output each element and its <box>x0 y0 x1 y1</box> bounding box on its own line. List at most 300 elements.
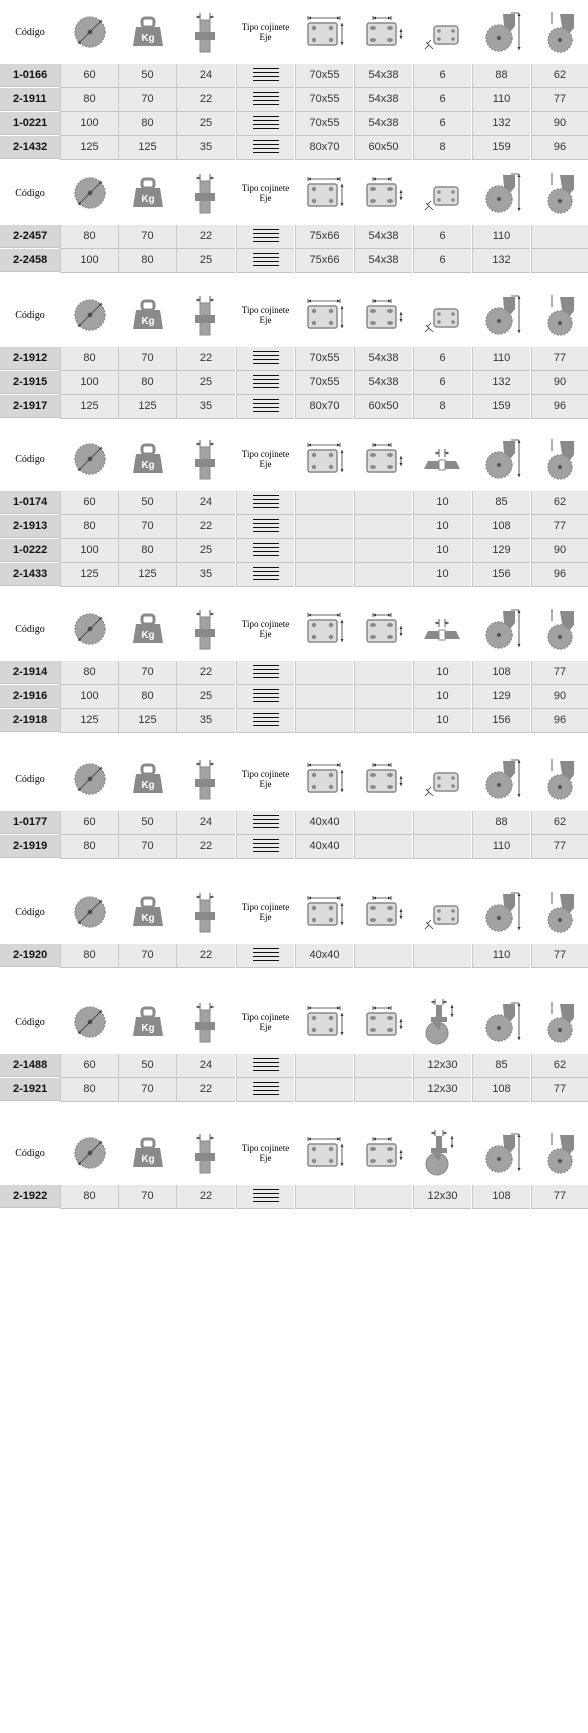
column-divider <box>176 811 177 835</box>
spec-value-text: 35 <box>199 141 213 153</box>
column-divider <box>531 88 532 112</box>
column-divider <box>236 1185 237 1209</box>
product-code <box>0 1054 60 1077</box>
column-divider <box>236 1054 237 1078</box>
plate-size-header <box>296 747 353 811</box>
spec-value-text: 156 <box>492 568 511 580</box>
product-code-text: 2-1488 <box>13 1059 48 1071</box>
spec-value <box>532 944 588 968</box>
spec-value <box>532 515 588 539</box>
product-code <box>0 64 60 87</box>
spec-value-text: 85 <box>495 1059 508 1071</box>
product-code <box>0 249 60 272</box>
overall-height-header <box>473 0 530 64</box>
column-divider <box>236 88 237 112</box>
product-code-text: 2-1433 <box>13 568 48 580</box>
table-row <box>0 515 588 539</box>
spec-value <box>414 709 471 733</box>
column-divider <box>531 249 532 273</box>
spec-value-text: 77 <box>553 1083 567 1095</box>
spec-value-text: 54x38 <box>368 117 399 129</box>
spec-value <box>177 249 235 273</box>
plate-size-header <box>296 427 353 491</box>
spec-value <box>473 835 530 859</box>
wheel-diameter-icon <box>70 12 110 52</box>
spec-value <box>355 539 412 563</box>
bolt-hole-spacing-icon <box>364 297 404 333</box>
spec-value-text: 62 <box>553 69 567 81</box>
wheel-width-icon <box>186 437 226 481</box>
column-divider <box>118 249 119 273</box>
spec-value <box>355 944 412 968</box>
plate-size-icon <box>305 297 345 333</box>
table-row <box>0 88 588 112</box>
spec-value <box>532 811 588 835</box>
bearing-type-header: Tipo cojinete Eje <box>241 449 290 469</box>
spec-value <box>61 88 118 112</box>
spec-value-text: 6 <box>439 93 446 105</box>
spec-value <box>296 685 353 709</box>
spec-value <box>473 112 530 136</box>
spec-value <box>177 347 235 371</box>
product-code <box>0 811 60 834</box>
spec-value-text: 54x38 <box>368 352 399 364</box>
column-divider <box>118 515 119 539</box>
spec-value <box>532 1185 588 1209</box>
bearing-type-cell <box>237 944 294 968</box>
roller-bearing-icon <box>253 689 279 701</box>
spec-value <box>355 1078 412 1102</box>
spec-value-text: 35 <box>199 568 213 580</box>
bolt-spacing-header <box>355 161 412 225</box>
spec-value-text: 159 <box>492 141 511 153</box>
spec-value <box>296 371 353 395</box>
product-code-text: 2-1916 <box>13 690 48 702</box>
codigo-header-cell <box>0 0 60 64</box>
spec-value <box>473 491 530 515</box>
spec-value <box>355 1054 412 1078</box>
svg-text:Kg: Kg <box>140 460 155 471</box>
spec-value <box>119 347 176 371</box>
spec-value <box>177 88 235 112</box>
bearing-type-header: Tipo cojinete Eje <box>241 769 290 789</box>
column-divider <box>354 1054 355 1078</box>
column-divider <box>472 112 473 136</box>
spec-value <box>296 661 353 685</box>
spec-value <box>61 347 118 371</box>
column-divider <box>60 225 61 249</box>
column-divider <box>60 491 61 515</box>
column-divider <box>236 709 237 733</box>
load-kg-icon <box>130 295 166 335</box>
spec-value <box>296 136 353 160</box>
spec-value <box>532 225 588 249</box>
column-divider <box>295 685 296 709</box>
column-divider <box>413 225 414 249</box>
spec-value <box>355 347 412 371</box>
spec-table <box>0 747 588 859</box>
wheel-diameter-icon <box>70 295 110 335</box>
product-code-text: 2-1919 <box>13 840 48 852</box>
product-code <box>0 491 60 514</box>
plate-size-icon <box>305 441 345 477</box>
spec-table <box>0 283 588 419</box>
spec-value-text: 12x30 <box>427 1083 458 1095</box>
column-divider <box>118 225 119 249</box>
bearing-type-cell <box>237 563 294 587</box>
spec-value <box>355 136 412 160</box>
spec-value <box>532 1054 588 1078</box>
wheel-width-header <box>177 597 235 661</box>
column-divider <box>413 515 414 539</box>
column-divider <box>60 395 61 419</box>
spec-value-text: 110 <box>492 230 511 242</box>
codigo-header-cell <box>0 427 60 491</box>
column-divider <box>60 685 61 709</box>
spec-value-text: 50 <box>141 69 154 81</box>
svg-text:Kg: Kg <box>140 1154 155 1165</box>
spec-value-text: 70 <box>141 230 154 242</box>
column-divider <box>176 395 177 419</box>
bearing-type-cell <box>237 491 294 515</box>
product-code-text: 2-1915 <box>13 376 48 388</box>
column-divider <box>354 563 355 587</box>
load-capacity-header <box>119 0 176 64</box>
spec-value <box>355 835 412 859</box>
load-kg-icon <box>130 12 166 52</box>
plate-size-icon <box>305 611 345 647</box>
spec-value <box>414 112 471 136</box>
column-divider <box>60 563 61 587</box>
spec-value <box>119 64 176 88</box>
column-divider <box>531 136 532 160</box>
spec-value <box>355 249 412 273</box>
offset-header <box>532 0 588 64</box>
load-capacity-header <box>119 597 176 661</box>
overall-height-header <box>473 597 530 661</box>
roller-bearing-icon <box>253 543 279 555</box>
column-divider <box>118 835 119 859</box>
table-row <box>0 1054 588 1078</box>
spec-value <box>177 136 235 160</box>
spec-value <box>61 136 118 160</box>
load-capacity-header <box>119 427 176 491</box>
table-row <box>0 1078 588 1102</box>
column-divider <box>60 1185 61 1209</box>
spec-value <box>296 835 353 859</box>
spec-value <box>177 563 235 587</box>
spec-value <box>119 371 176 395</box>
column-divider <box>60 88 61 112</box>
load-kg-icon <box>130 759 166 799</box>
svg-text:Kg: Kg <box>140 316 155 327</box>
column-divider <box>531 539 532 563</box>
svg-text:Kg: Kg <box>140 780 155 791</box>
column-divider <box>60 371 61 395</box>
column-divider <box>176 661 177 685</box>
spec-value <box>414 1054 471 1078</box>
table-row <box>0 136 588 160</box>
plate-size-header <box>296 1121 353 1185</box>
offset-header <box>532 880 588 944</box>
spec-value-text: 70 <box>141 840 154 852</box>
mount-plate-hole-icon <box>423 12 463 52</box>
column-divider <box>176 1054 177 1078</box>
column-divider <box>531 64 532 88</box>
table-header <box>0 427 588 491</box>
roller-bearing-icon <box>253 948 279 960</box>
column-divider <box>236 112 237 136</box>
column-divider <box>118 563 119 587</box>
spec-value <box>532 371 588 395</box>
wheel-diameter-header <box>61 880 118 944</box>
column-divider <box>60 112 61 136</box>
spec-value <box>532 709 588 733</box>
bearing-type-cell <box>237 88 294 112</box>
column-divider <box>531 515 532 539</box>
spec-value-text: 54x38 <box>368 69 399 81</box>
spec-value <box>414 1185 471 1209</box>
column-divider <box>354 249 355 273</box>
spec-value-text: 100 <box>80 544 99 556</box>
spec-value-text: 90 <box>553 544 567 556</box>
spec-value-text: 24 <box>199 496 213 508</box>
roller-bearing-icon <box>253 351 279 363</box>
column-divider <box>236 347 237 371</box>
column-divider <box>472 539 473 563</box>
column-divider <box>472 64 473 88</box>
column-divider <box>472 1078 473 1102</box>
column-divider <box>413 491 414 515</box>
bearing-type-header-cell <box>237 427 294 491</box>
spec-value <box>119 112 176 136</box>
column-divider <box>118 944 119 968</box>
spec-value-text: 96 <box>553 141 567 153</box>
column-divider <box>60 515 61 539</box>
bearing-type-cell <box>237 539 294 563</box>
wheel-diameter-header <box>61 1121 118 1185</box>
spec-value-text: 132 <box>492 254 511 266</box>
column-divider <box>531 1078 532 1102</box>
bearing-type-cell <box>237 136 294 160</box>
table-row <box>0 395 588 419</box>
offset-header <box>532 161 588 225</box>
column-divider <box>295 1054 296 1078</box>
wheel-diameter-icon <box>70 1002 110 1042</box>
table-header <box>0 747 588 811</box>
spec-value <box>296 88 353 112</box>
spec-value <box>473 539 530 563</box>
column-divider <box>118 539 119 563</box>
load-kg-icon <box>130 173 166 213</box>
spec-value <box>119 515 176 539</box>
bearing-type-cell <box>237 685 294 709</box>
spec-value <box>296 249 353 273</box>
spec-value-text: 6 <box>439 254 446 266</box>
spec-value <box>532 64 588 88</box>
spec-value-text: 96 <box>553 400 567 412</box>
column-divider <box>472 249 473 273</box>
spec-value <box>61 1185 118 1209</box>
column-divider <box>472 563 473 587</box>
column-divider <box>60 1078 61 1102</box>
overall-height-header <box>473 1121 530 1185</box>
overall-height-icon <box>481 437 523 481</box>
spec-value-text: 132 <box>492 376 511 388</box>
column-divider <box>295 661 296 685</box>
spec-value-text: 90 <box>553 376 567 388</box>
svg-text:Kg: Kg <box>140 33 155 44</box>
codigo-header-cell <box>0 1121 60 1185</box>
column-divider <box>413 88 414 112</box>
spec-value <box>177 811 235 835</box>
spec-value <box>414 249 471 273</box>
load-capacity-header <box>119 161 176 225</box>
wheel-width-icon <box>186 10 226 54</box>
column-divider <box>118 685 119 709</box>
spec-value <box>296 944 353 968</box>
bolt-spacing-header <box>355 427 412 491</box>
product-code-text: 2-1913 <box>13 520 48 532</box>
mount-plate-hole-icon <box>423 759 463 799</box>
column-divider <box>413 347 414 371</box>
column-divider <box>236 835 237 859</box>
spec-value-text: 70x55 <box>309 376 340 388</box>
spec-value-text: 110 <box>492 352 511 364</box>
spec-value <box>473 88 530 112</box>
spec-value-text: 80 <box>141 254 154 266</box>
spec-value-text: 70x55 <box>309 93 340 105</box>
spec-value-text: 77 <box>553 1190 567 1202</box>
wheel-diameter-header <box>61 0 118 64</box>
column-divider <box>60 1054 61 1078</box>
column-divider <box>531 709 532 733</box>
spec-value <box>119 709 176 733</box>
column-divider <box>531 491 532 515</box>
bolt-spacing-header <box>355 0 412 64</box>
spec-value <box>414 225 471 249</box>
spec-value-text: 24 <box>199 69 213 81</box>
column-divider <box>354 944 355 968</box>
table-header <box>0 990 588 1054</box>
bearing-type-cell <box>237 395 294 419</box>
spec-value <box>414 491 471 515</box>
spec-value <box>473 811 530 835</box>
spec-value-text: 6 <box>439 117 446 129</box>
roller-bearing-icon <box>253 68 279 80</box>
spec-value-text: 100 <box>80 254 99 266</box>
wheel-width-icon <box>186 1000 226 1044</box>
spec-value <box>414 371 471 395</box>
swivel-offset-icon <box>540 437 580 481</box>
load-capacity-header <box>119 1121 176 1185</box>
product-code <box>0 539 60 562</box>
spec-value-text: 60 <box>83 816 96 828</box>
spec-value-text: 10 <box>436 666 449 678</box>
bolt-hole-spacing-icon <box>364 14 404 50</box>
codigo-header: Código <box>15 26 45 38</box>
wheel-diameter-header <box>61 161 118 225</box>
product-code-text: 2-1432 <box>13 141 48 153</box>
spec-value <box>414 563 471 587</box>
column-divider <box>354 1078 355 1102</box>
column-divider <box>531 112 532 136</box>
spec-value-text: 125 <box>80 714 99 726</box>
wheel-diameter-icon <box>70 439 110 479</box>
column-divider <box>413 811 414 835</box>
spec-value-text: 22 <box>199 93 213 105</box>
table-row <box>0 64 588 88</box>
column-divider <box>531 835 532 859</box>
spec-value <box>177 515 235 539</box>
spec-value-text: 24 <box>199 1059 213 1071</box>
column-divider <box>413 1078 414 1102</box>
bearing-type-header-cell <box>237 0 294 64</box>
overall-height-header <box>473 427 530 491</box>
spec-value-text: 8 <box>439 141 446 153</box>
spec-value <box>296 1185 353 1209</box>
column-divider <box>118 491 119 515</box>
spec-value <box>177 539 235 563</box>
product-code <box>0 709 60 732</box>
column-divider <box>472 811 473 835</box>
spec-table <box>0 990 588 1102</box>
load-kg-icon <box>130 892 166 932</box>
column-divider <box>472 136 473 160</box>
spec-value-text: 24 <box>199 816 213 828</box>
spec-value <box>473 371 530 395</box>
product-code-text: 2-2457 <box>13 230 48 242</box>
spec-value-text: 25 <box>199 544 213 556</box>
product-code <box>0 563 60 586</box>
spec-value <box>177 685 235 709</box>
table-header <box>0 597 588 661</box>
roller-bearing-icon <box>253 116 279 128</box>
overall-height-icon <box>481 293 523 337</box>
overall-height-icon <box>481 1000 523 1044</box>
roller-bearing-icon <box>253 519 279 531</box>
spec-value <box>61 64 118 88</box>
spec-value-text: 50 <box>141 816 154 828</box>
bearing-type-cell <box>237 371 294 395</box>
column-divider <box>295 811 296 835</box>
spec-value <box>473 347 530 371</box>
column-divider <box>295 491 296 515</box>
codigo-header: Código <box>15 309 45 321</box>
column-divider <box>295 64 296 88</box>
column-divider <box>295 709 296 733</box>
spec-value-text: 75x66 <box>309 230 340 242</box>
spec-value <box>177 371 235 395</box>
spec-value-text: 60 <box>83 496 96 508</box>
bearing-type-header-cell <box>237 747 294 811</box>
spec-value-text: 129 <box>492 690 511 702</box>
spec-value <box>119 249 176 273</box>
table-row <box>0 661 588 685</box>
load-kg-icon <box>130 1133 166 1173</box>
column-divider <box>236 944 237 968</box>
spec-value <box>532 136 588 160</box>
spec-value <box>414 835 471 859</box>
spec-value-text: 77 <box>553 840 567 852</box>
wheel-width-icon <box>186 890 226 934</box>
column-divider <box>354 225 355 249</box>
product-code-text: 1-0221 <box>13 117 48 129</box>
plate-size-icon <box>305 761 345 797</box>
bearing-type-cell <box>237 1078 294 1102</box>
column-divider <box>472 491 473 515</box>
spec-value <box>414 136 471 160</box>
